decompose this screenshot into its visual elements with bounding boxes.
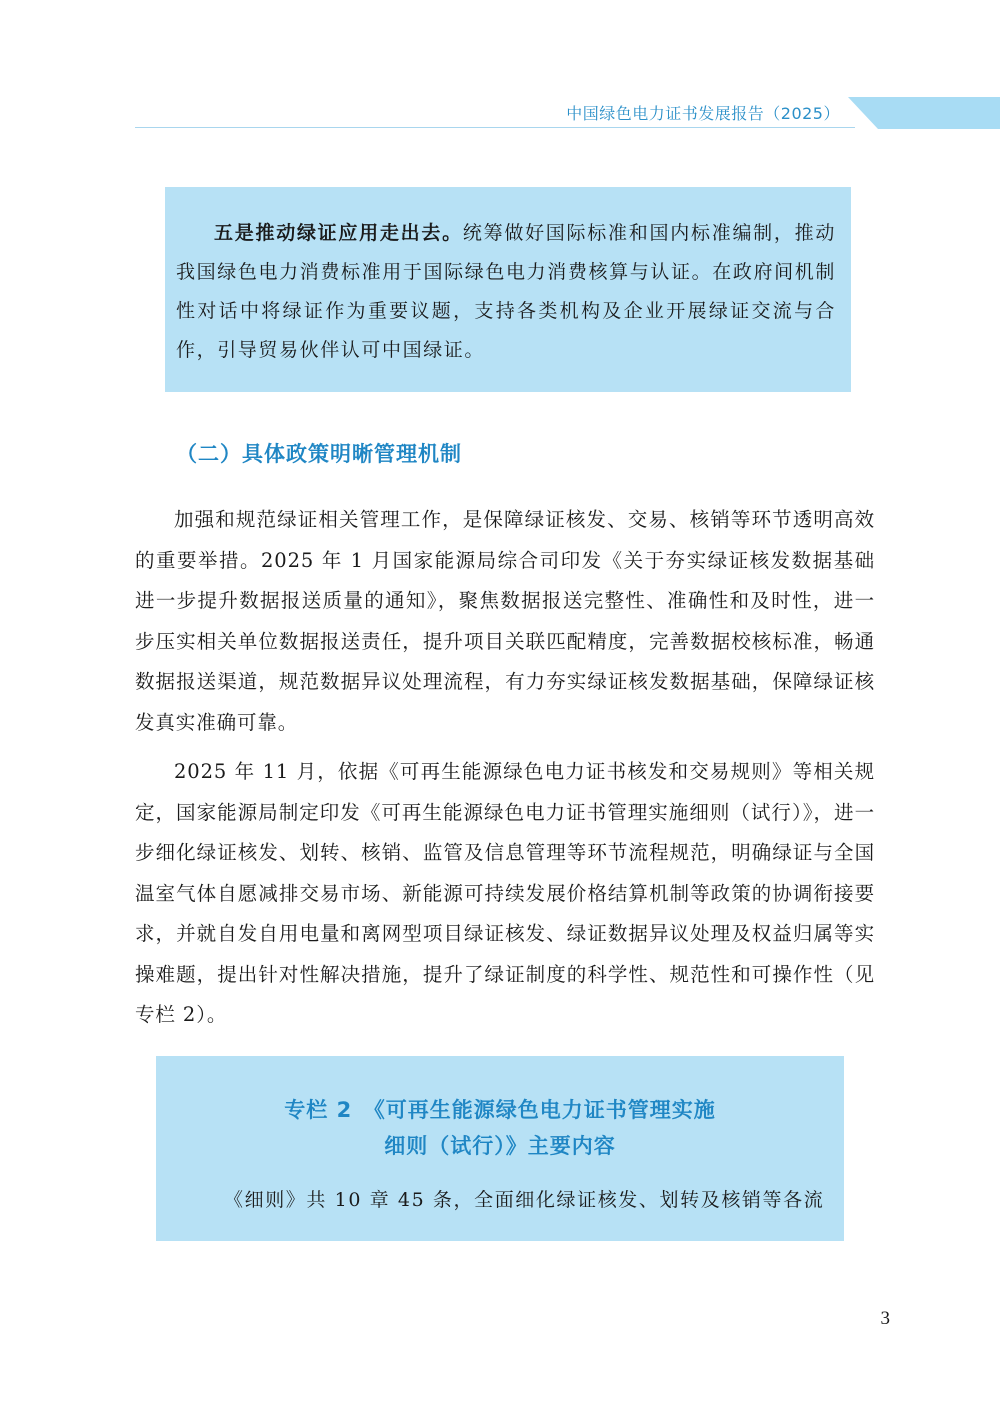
body-paragraph-1: 加强和规范绿证相关管理工作，是保障绿证核发、交易、核销等环节透明高效的重要举措。2025 年 1 月国家能源局综合司印发《关于夯实绿证核发数据基础 进一步提升数据报送质量的通知》，聚焦数据报送完整性、准确性和及时性，进一步压实相关单位数据报送责任，提升项目关联匹配精度，完善数据校核标准，畅通数据报送渠道，规范数据异议处理流程，有力夯实绿证核发数据基础，保障绿证核发真实准确可靠。: [135, 508, 875, 734]
header-divider: [135, 127, 855, 128]
page-number: 3: [880, 1308, 890, 1329]
sidebar-box-title: [156, 1092, 844, 1164]
sidebar-box-text: 《细则》共 10 章 45 条，全面细化绿证核发、划转及核销等各流: [224, 1189, 825, 1211]
running-header-title: 中国绿色电力证书发展报告（2025）: [566, 104, 840, 123]
highlight-box-body: 统筹做好国际标准和国内标准编制，推动我国绿色电力消费标准用于国际绿色电力消费核算与认证。在政府间机制性对话中将绿证作为重要议题，支持各类机构及企业开展绿证交流与合作，引导贸易伙伴认可中国绿证。: [176, 222, 836, 361]
sidebar-box-title-line-2: 细则（试行）》主要内容: [384, 1134, 616, 1158]
header-tab-decoration: [848, 97, 1000, 129]
highlight-box-lead: 五是推动绿证应用走出去。: [214, 222, 463, 244]
body-paragraph-2: 2025 年 11 月，依据《可再生能源绿色电力证书核发和交易规则》等相关规定，国家能源局制定印发《可再生能源绿色电力证书管理实施细则（试行）》，进一步细化绿证核发、划转、核销、监管及信息管理等环节流程规范，明确绿证与全国温室气体自愿减排交易市场、新能源可持续发展价格结算机制等政策的协调衔接要求，并就自发自用电量和离网型项目绿证核发、绿证数据异议处理及权益归属等实操难题，提出针对性解决措施，提升了绿证制度的科学性、规范性和可操作性（见专栏 2）。: [135, 760, 875, 1026]
sidebar-box-title-line-1: 专栏 2 《可再生能源绿色电力证书管理实施: [284, 1098, 716, 1122]
highlight-box-text: [176, 214, 836, 370]
section-heading: （二）具体政策明晰管理机制: [176, 442, 462, 466]
